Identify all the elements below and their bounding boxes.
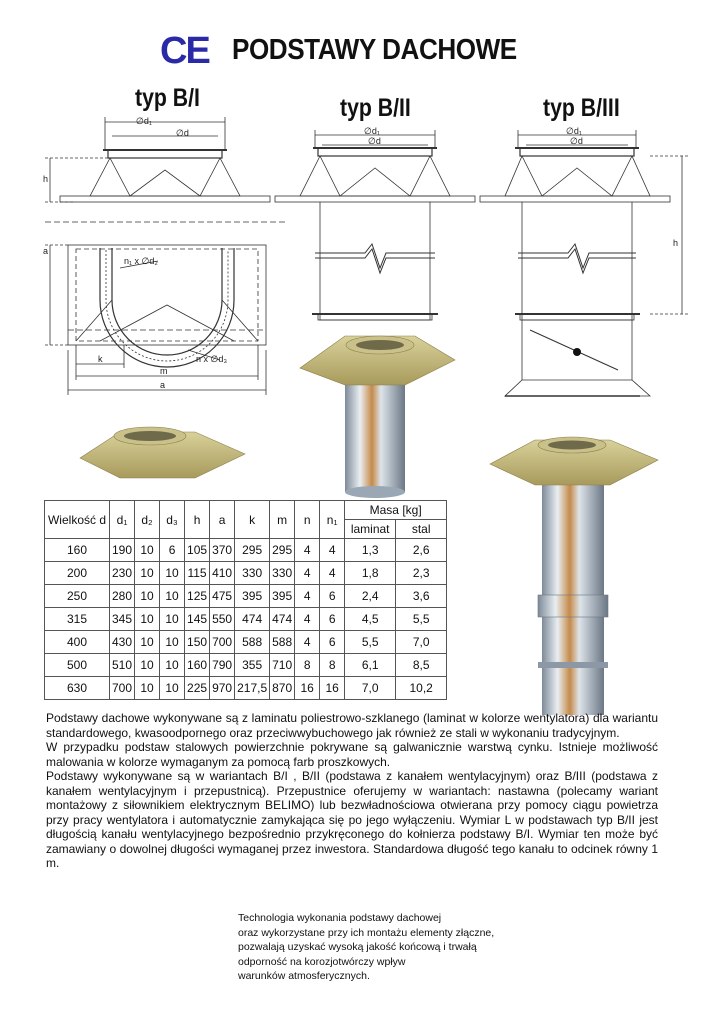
table-cell: 4 [320,539,345,562]
b2-d-label: ∅d [368,136,381,146]
table-cell: 250 [45,585,110,608]
table-cell: 10 [160,562,185,585]
b3-h-label: h [673,238,679,248]
col-header-n: n [295,501,320,539]
col-header-n1: n₁ [320,501,345,539]
b1-k-label: k [98,354,103,364]
b1-top-view [45,245,266,395]
spec-table-body [45,539,447,700]
table-cell: 330 [270,562,295,585]
description-paragraph: W przypadku podstaw stalowych powierzchnie pokrywane są galwanicznie warstwą cynku. Istnieje możliwość malowania w kolorze wymaganym za pomocą farb proszkowych. [46,740,658,769]
table-cell: 160 [185,654,210,677]
b1-n1d2-label: n₁ x ∅d₂ [124,256,158,266]
table-cell: 588 [235,631,270,654]
table-cell: 4 [295,631,320,654]
type-b3-label: typ B/III [543,94,620,122]
table-cell: 500 [45,654,110,677]
table-cell: 16 [320,677,345,700]
table-cell: 400 [45,631,110,654]
table-cell: 10 [160,677,185,700]
table-cell: 105 [185,539,210,562]
table-cell: 10 [135,585,160,608]
table-cell: 700 [110,677,135,700]
table-cell: 2,4 [345,585,396,608]
table-cell: 6 [320,585,345,608]
col-header-d2: d₂ [135,501,160,539]
table-cell: 295 [270,539,295,562]
table-cell: 1,8 [345,562,396,585]
col-header-mass: Masa [kg] [345,501,447,520]
table-cell: 160 [45,539,110,562]
col-header-d1: d₁ [110,501,135,539]
table-cell: 7,0 [345,677,396,700]
table-cell: 5,5 [396,608,447,631]
b3-d-label: ∅d [570,136,583,146]
table-cell: 550 [210,608,235,631]
table-cell: 10 [135,654,160,677]
table-cell: 345 [110,608,135,631]
col-header-stal: stal [396,520,447,539]
spec-table [44,500,447,700]
table-cell: 230 [110,562,135,585]
table-cell: 10 [135,539,160,562]
table-cell: 217,5 [235,677,270,700]
table-cell: 475 [210,585,235,608]
table-cell: 474 [235,608,270,631]
table-cell: 6 [320,608,345,631]
table-cell: 5,5 [345,631,396,654]
table-cell: 430 [110,631,135,654]
table-cell: 395 [270,585,295,608]
table-cell: 125 [185,585,210,608]
table-cell: 295 [235,539,270,562]
type-b1-label: typ B/I [135,84,200,112]
table-cell: 10 [135,631,160,654]
table-cell: 6,1 [345,654,396,677]
table-cell: 330 [235,562,270,585]
table-cell: 10 [160,631,185,654]
b1-side-view [45,117,285,222]
technology-note [238,911,498,984]
table-cell: 10 [160,585,185,608]
table-cell: 790 [210,654,235,677]
b1-h-label: h [43,174,49,184]
table-cell: 710 [270,654,295,677]
table-cell: 395 [235,585,270,608]
table-cell: 200 [45,562,110,585]
table-cell: 510 [110,654,135,677]
table-cell: 150 [185,631,210,654]
table-cell: 16 [295,677,320,700]
note-line: Technologia wykonania podstawy dachowej [238,912,442,924]
table-cell: 6 [320,631,345,654]
damper-axis-dot [573,348,581,356]
table-cell: 4,5 [345,608,396,631]
table-cell: 8,5 [396,654,447,677]
table-cell: 115 [185,562,210,585]
col-header-k: k [235,501,270,539]
description-paragraph: Podstawy dachowe wykonywane są z laminatu poliestrowo-szklanego (laminat w kolorze wentylatora) dla wariantu standardowego, kwasoodpornego oraz przeciwwybuchowego jak również ze stali w wykonaniu tradycyjnym. [46,711,658,740]
note-line: oraz wykorzystane przy ich montażu elementy złączne, [238,926,495,939]
table-cell: 474 [270,608,295,631]
table-cell: 2,6 [396,539,447,562]
table-cell: 10 [160,654,185,677]
b1-a2-label: a [160,380,166,390]
b1-nd3-label: n x ∅d₃ [196,354,228,364]
note-line: odporność na korozjotwórczy wpływ [238,955,406,968]
b3-side-view [480,130,690,396]
type-b2-label: typ B/II [340,94,411,122]
table-cell: 10 [135,608,160,631]
table-header-row [45,501,447,520]
note-line: warunków atmosferycznych. [238,970,370,982]
table-cell: 970 [210,677,235,700]
table-cell: 870 [270,677,295,700]
col-header-d3: d₃ [160,501,185,539]
description-paragraph: Podstawy wykonywane są w wariantach B/I , B/II (podstawa z kanałem wentylacyjnym) oraz B/III (podstawa z kanałem wentylacyjnym i przepustnicą). Przepustnice oferujemy w wariantach: nastawna (polecamy wariant montażowy z siłownikiem elektrycznym BELIMO) lub bezwładnościowa otwierana przy pomocy ciągu powietrza przy pracy wentylatora i automatycznie zamykająca się po jego wyłączeniu. Wymiar L w podstawach typ B/II jest długością kanału wentylacyjnego bezpośrednio przykręconego do kołnierza podstawy B/I. Wymiar ten może być zamawiany o dowolnej długości wymaganej przez inwestora. Standardowa długość tego kanału to odcinek równy 1 m. [46,769,658,870]
description-text [46,711,658,871]
col-header-laminat: laminat [345,520,396,539]
b3-product-photo [480,430,670,720]
table-cell: 2,3 [396,562,447,585]
b1-d-label: ∅d [176,128,189,138]
table-cell: 410 [210,562,235,585]
table-row [45,562,447,585]
page-title: PODSTAWY DACHOWE [232,34,517,66]
b1-a-label: a [43,246,49,256]
table-cell: 10 [160,608,185,631]
b2-product-photo [300,336,455,498]
table-cell: 7,0 [396,631,447,654]
b2-d1-label: ∅d₁ [364,126,380,136]
col-header-a: a [210,501,235,539]
table-cell: 4 [295,562,320,585]
ce-mark: CE [160,30,209,72]
table-cell: 10,2 [396,677,447,700]
b1-product-photo [80,427,245,478]
table-cell: 145 [185,608,210,631]
table-row [45,677,447,700]
table-row [45,631,447,654]
technical-drawings [0,0,724,500]
table-cell: 1,3 [345,539,396,562]
table-row [45,585,447,608]
b1-m-label: m [160,366,168,376]
table-cell: 700 [210,631,235,654]
b2-side-view [275,130,475,320]
table-cell: 3,6 [396,585,447,608]
table-cell: 4 [295,608,320,631]
col-header-h: h [185,501,210,539]
table-cell: 6 [160,539,185,562]
table-cell: 4 [320,562,345,585]
table-cell: 630 [45,677,110,700]
table-cell: 588 [270,631,295,654]
col-header-size: Wielkość d [45,501,110,539]
table-cell: 4 [295,539,320,562]
table-cell: 280 [110,585,135,608]
note-line: pozwalają uzyskać wysoką jakość końcową i trwałą [238,941,477,953]
table-cell: 225 [185,677,210,700]
table-row [45,654,447,677]
b3-d1-label: ∅d₁ [566,126,582,136]
table-cell: 4 [295,585,320,608]
col-header-m: m [270,501,295,539]
table-cell: 315 [45,608,110,631]
table-cell: 10 [135,677,160,700]
table-row [45,608,447,631]
table-cell: 10 [135,562,160,585]
table-cell: 190 [110,539,135,562]
table-cell: 8 [295,654,320,677]
table-cell: 8 [320,654,345,677]
b1-d1-label: ∅d₁ [136,116,152,126]
table-row [45,539,447,562]
table-cell: 355 [235,654,270,677]
table-cell: 370 [210,539,235,562]
